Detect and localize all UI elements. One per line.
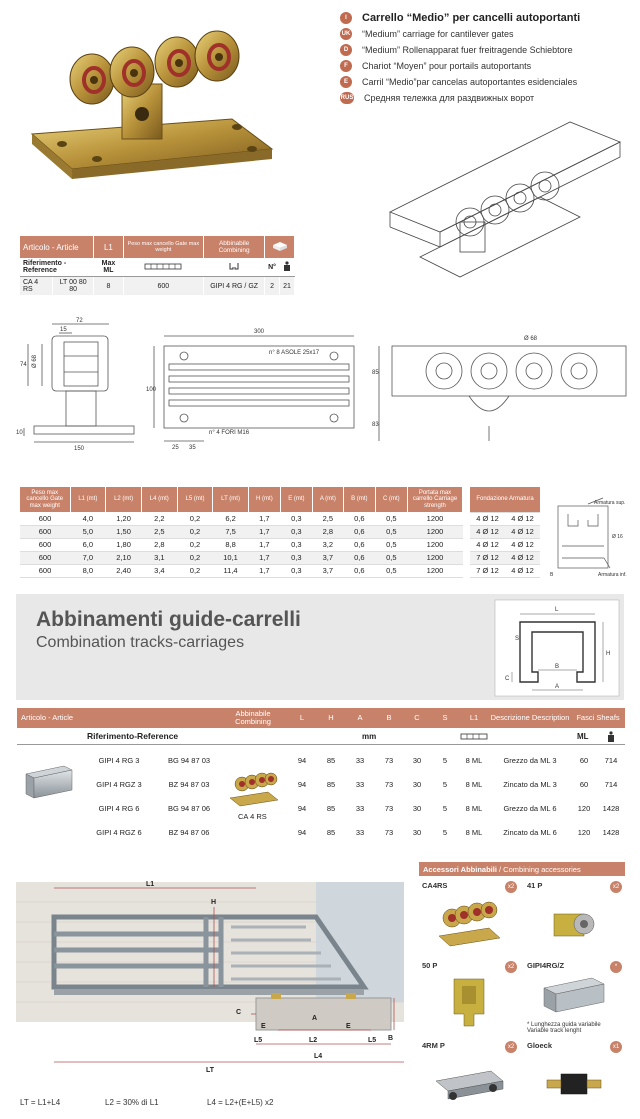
cell-qty: 21: [279, 277, 294, 296]
track-accessory-icon: [542, 976, 607, 1016]
weight-icon: [607, 731, 615, 742]
carriage-accessory-icon: [434, 896, 504, 951]
accessory-50p: [419, 958, 520, 1038]
dim-74: 74: [20, 362, 27, 368]
comb-row: [17, 748, 625, 772]
spec-cell: 0,3: [280, 538, 312, 551]
comb-carriage-label: CA 4 RS: [238, 812, 267, 821]
spec-cell: 7,5: [213, 525, 248, 538]
combination-title-en: Combination tracks-carriages: [36, 634, 245, 651]
found-cell: 4 Ø 12: [470, 538, 505, 551]
accessory-4rmp: [419, 1038, 520, 1118]
spec-cell: 1200: [408, 512, 463, 525]
comb-cell-descr: Grezzo da ML 3: [503, 755, 557, 765]
comb-cell-ml: 120: [577, 803, 591, 813]
comb-h-l1: L1: [469, 713, 479, 723]
spec-h-lt: LT (mt): [213, 487, 248, 512]
spec-cell: 0,3: [280, 512, 312, 525]
comb-row: [17, 772, 625, 796]
lang-text: “Medium” Rollenapparat fuer freitragende Schiebtore: [362, 45, 573, 55]
comb-cell-qty: 714: [604, 779, 618, 789]
lang-row-e: [340, 74, 630, 90]
dim-100: 100: [146, 387, 157, 393]
lang-badge: RUS: [340, 92, 354, 104]
spec-table: [20, 487, 463, 578]
spec-cell: 3,1: [141, 551, 177, 564]
found-cell: 7 Ø 12: [470, 551, 505, 564]
spec-cell: 3,7: [312, 551, 343, 564]
cell-peso: 600: [123, 277, 204, 296]
comb-cell-ref: BZ 94 87 06: [168, 827, 210, 837]
acc-name: 4RM P: [422, 1041, 445, 1050]
spec-cell: 0,5: [375, 551, 407, 564]
comb-cell-b: 73: [384, 803, 394, 813]
comb-cell-ref: BG 94 87 06: [167, 803, 211, 813]
combination-header: [17, 708, 625, 728]
comb-cell-b: 73: [384, 827, 394, 837]
track-icon: [204, 258, 265, 277]
bracket-icon: [444, 974, 494, 1034]
comb-cell-h: 85: [326, 779, 336, 789]
spec-cell: 600: [20, 525, 70, 538]
found-label-b: B: [550, 572, 554, 578]
acc-qty: x2: [610, 881, 622, 893]
cell-ref: LT 00 80 80: [53, 277, 94, 296]
spec-cell: 2,40: [106, 564, 142, 577]
spec-cell: 0,3: [280, 551, 312, 564]
comb-cell-c: 30: [412, 827, 422, 837]
found-cell: 4 Ø 12: [505, 564, 540, 577]
spec-cell: 2,10: [106, 551, 142, 564]
weight-icon: [279, 258, 294, 277]
formula-l2: L2 = 30% di L1: [105, 1098, 159, 1107]
spec-cell: 6,2: [213, 512, 248, 525]
track-label-h: H: [606, 651, 611, 657]
spec-row: [20, 551, 463, 564]
comb-cell-l: 94: [297, 827, 307, 837]
accessory-41p: [524, 878, 625, 958]
spec-h-a: A (mt): [312, 487, 343, 512]
spec-cell: 10,1: [213, 551, 248, 564]
spec-cell: 2,5: [312, 512, 343, 525]
language-titles: [340, 10, 630, 106]
comb-sub-riferimento: Riferimento-Reference: [87, 731, 179, 741]
lang-row-uk: [340, 26, 630, 42]
combination-title-it: Abbinamenti guide-carrelli: [36, 608, 301, 631]
scale-icon: [461, 733, 487, 740]
spec-cell: 0,2: [177, 512, 213, 525]
dim-c68: Ø 68: [524, 336, 538, 342]
spec-cell: 1200: [408, 538, 463, 551]
spec-h-l1: L1 (mt): [70, 487, 106, 512]
lang-row-f: [340, 58, 630, 74]
spec-h-l2: L2 (mt): [106, 487, 142, 512]
accessory-ca4rs: [419, 878, 520, 958]
spec-h-l5: L5 (mt): [177, 487, 213, 512]
gate-label-e1: E: [261, 1023, 266, 1030]
combination-subheader: [17, 729, 625, 745]
lang-row-it: [340, 10, 630, 26]
found-cell: 7 Ø 12: [470, 564, 505, 577]
dim-150: 150: [74, 446, 85, 452]
lang-text: Carrello “Medio” per cancelli autoportanti: [362, 12, 581, 24]
comb-cell-descr: Zincato da ML 3: [503, 779, 557, 789]
track-label-l: L: [555, 607, 559, 613]
comb-cell-a: 33: [355, 755, 365, 765]
spec-cell: 8,0: [70, 564, 106, 577]
cell-comb: GIPI 4 RG / GZ: [204, 277, 265, 296]
comb-h-b: B: [386, 713, 392, 723]
comb-cell-c: 30: [412, 779, 422, 789]
col-n: N°: [265, 258, 280, 277]
carriage-product-image: [22, 14, 292, 234]
spec-header-row: [20, 487, 463, 512]
spec-cell: 1,80: [106, 538, 142, 551]
accessory-gipi4rgz: [524, 958, 625, 1038]
spec-cell: 1,7: [248, 564, 280, 577]
spec-cell: 1200: [408, 551, 463, 564]
comb-cell-descr: Grezzo da ML 6: [503, 803, 557, 813]
col-abbinabile: Abbinabile Combining: [204, 236, 265, 258]
comb-cell-l: 94: [297, 803, 307, 813]
acc-qty: *: [610, 961, 622, 973]
acc-qty: x2: [505, 881, 517, 893]
comb-cell-l1: 8 ML: [465, 779, 483, 789]
comb-h-abbinabile: Abbinabile Combining: [235, 709, 271, 726]
spec-cell: 0,5: [375, 538, 407, 551]
lang-badge: UK: [340, 28, 352, 40]
comb-cell-a: 33: [355, 779, 365, 789]
spec-cell: 3,4: [141, 564, 177, 577]
comb-h-h: H: [328, 713, 334, 723]
acc-header-it: Accessori Abbinabili: [423, 864, 497, 874]
spec-cell: 0,2: [177, 551, 213, 564]
spec-h-h: H (mt): [248, 487, 280, 512]
comb-cell-code: GIPI 4 RG 6: [98, 803, 140, 813]
lang-badge: I: [340, 12, 352, 24]
isometric-drawing: [380, 112, 630, 284]
spec-cell: 0,6: [343, 525, 375, 538]
cell-maxml: 8: [94, 277, 123, 296]
spec-cell: 6,0: [70, 538, 106, 551]
comb-h-descr: Descrizione Description: [490, 713, 570, 723]
comb-cell-qty: 714: [604, 755, 618, 765]
lang-text: “Medium” carriage for cantilever gates: [362, 29, 514, 39]
spec-cell: 4,0: [70, 512, 106, 525]
gate-label-lt: LT: [206, 1067, 215, 1074]
lang-row-rus: [340, 90, 630, 106]
gate-label-l4: L4: [314, 1053, 323, 1060]
spec-h-l4: L4 (mt): [141, 487, 177, 512]
lock-icon: [539, 1056, 609, 1111]
gate-illustration: [16, 862, 404, 1082]
spec-cell: 0,3: [280, 525, 312, 538]
spec-row: [20, 512, 463, 525]
comb-cell-code: GIPI 4 RGZ 3: [96, 779, 142, 789]
track-label-s: S: [515, 636, 520, 642]
spec-cell: 0,5: [375, 512, 407, 525]
dim-asole: n° 8 ASOLE 25x17: [269, 350, 320, 356]
comb-cell-ml: 60: [579, 755, 589, 765]
spec-cell: 0,3: [280, 564, 312, 577]
comb-cell-ref: BG 94 87 03: [167, 755, 211, 765]
comb-cell-s: 5: [442, 755, 448, 765]
spec-cell: 2,5: [141, 525, 177, 538]
comb-h-a: A: [357, 713, 363, 723]
comb-sub-mm: mm: [362, 732, 377, 741]
lang-text: Средняя тележка для раздвижных ворот: [364, 93, 535, 103]
spec-h-peso: Peso max cancello Gate max weight: [20, 487, 70, 512]
comb-cell-l1: 8 ML: [465, 755, 483, 765]
acc-qty: x1: [610, 1041, 622, 1053]
spec-cell: 3,7: [312, 564, 343, 577]
spec-cell: 1,7: [248, 551, 280, 564]
acc-name: GIPI4RG/Z: [527, 961, 565, 970]
dim-35: 35: [189, 445, 196, 451]
lang-text: Chariot “Moyen” pour portails autoportants: [362, 61, 532, 71]
comb-cell-code: GIPI 4 RGZ 6: [96, 827, 142, 837]
spec-cell: 0,6: [343, 512, 375, 525]
spec-cell: 600: [20, 564, 70, 577]
spec-cell: 0,6: [343, 538, 375, 551]
gate-label-l5a: L5: [254, 1037, 263, 1044]
spec-cell: 11,4: [213, 564, 248, 577]
comb-cell-code: GIPI 4 RG 3: [98, 755, 140, 765]
found-label-d16: Ø 16: [612, 534, 623, 540]
spec-cell: 8,8: [213, 538, 248, 551]
track-label-a: A: [555, 684, 560, 690]
spec-cell: 2,8: [312, 525, 343, 538]
comb-row: [17, 820, 625, 844]
comb-cell-h: 85: [326, 803, 336, 813]
spec-h-b: B (mt): [343, 487, 375, 512]
track-label-c: C: [505, 676, 510, 682]
spec-h-portata: Portata max carrello Carriage strength: [408, 487, 463, 512]
spec-cell: 1,7: [248, 512, 280, 525]
comb-cell-h: 85: [326, 755, 336, 765]
article-table: [20, 236, 295, 295]
spec-cell: 0,6: [343, 551, 375, 564]
comb-cell-ref: BZ 94 87 03: [168, 779, 210, 789]
foundation-header: Fondazione Armatura: [470, 487, 540, 512]
spec-cell: 2,2: [141, 512, 177, 525]
col-peso: Peso max cancello Gate max weight: [123, 236, 204, 258]
comb-cell-s: 5: [442, 779, 448, 789]
comb-cell-l: 94: [297, 779, 307, 789]
gate-label-c: C: [236, 1009, 242, 1016]
acc-qty: x2: [505, 1041, 517, 1053]
gate-label-h: H: [211, 899, 217, 906]
found-cell: 4 Ø 12: [505, 538, 540, 551]
spec-cell: 0,6: [343, 564, 375, 577]
gate-label-l5b: L5: [368, 1037, 377, 1044]
end-stop-icon: [431, 1056, 509, 1111]
gate-label-l2: L2: [309, 1037, 318, 1044]
spec-cell: 2,8: [141, 538, 177, 551]
comb-h-fasci: Fasci Sheafs: [576, 713, 620, 723]
dim-83: 83: [372, 422, 379, 428]
spec-cell: 600: [20, 551, 70, 564]
spec-cell: 3,2: [312, 538, 343, 551]
comb-cell-s: 5: [442, 827, 448, 837]
acc-name: 41 P: [527, 881, 543, 890]
gate-label-b: B: [388, 1035, 394, 1042]
spec-cell: 1,7: [248, 538, 280, 551]
comb-cell-descr: Zincato da ML 6: [503, 827, 557, 837]
lang-row-d: [340, 42, 630, 58]
comb-row: [17, 796, 625, 820]
comb-cell-h: 85: [326, 827, 336, 837]
spec-cell: 0,5: [375, 525, 407, 538]
spec-cell: 600: [20, 512, 70, 525]
comb-h-c: C: [414, 713, 420, 723]
spec-row: [20, 564, 463, 577]
track-section-drawing: [495, 600, 619, 696]
track-label-b: B: [555, 664, 560, 670]
spec-cell: 600: [20, 538, 70, 551]
comb-h-l: L: [299, 713, 305, 723]
foundation-table: [470, 487, 540, 578]
dim-300: 300: [254, 329, 265, 335]
spec-row: [20, 525, 463, 538]
spec-cell: 0,2: [177, 538, 213, 551]
acc-name: Gloeck: [527, 1041, 553, 1050]
accessories-header: [419, 862, 625, 876]
roller-guide-icon: [544, 896, 604, 951]
comb-h-articolo: Articolo - Article: [21, 713, 74, 723]
comb-h-s: S: [442, 713, 448, 723]
comb-cell-ml: 120: [577, 827, 591, 837]
comb-cell-l1: 8 ML: [465, 827, 483, 837]
comb-cell-ml: 60: [579, 779, 589, 789]
found-cell: 4 Ø 12: [505, 551, 540, 564]
col-maxml: Max ML: [94, 258, 123, 277]
col-l1: L1: [94, 236, 123, 258]
spec-cell: 7,0: [70, 551, 106, 564]
dim-10: 10: [16, 430, 23, 436]
dim-85: 85: [372, 370, 379, 376]
dim-72: 72: [76, 318, 83, 324]
acc-name: 50 P: [422, 961, 438, 970]
comb-cell-qty: 1428: [602, 803, 620, 813]
acc-note: [527, 1022, 601, 1035]
acc-name: CA4RS: [422, 881, 448, 890]
spec-row: [20, 538, 463, 551]
accessory-gloeck: [524, 1038, 625, 1118]
dim-15: 15: [60, 327, 67, 333]
comb-sub-ml: ML: [577, 732, 589, 741]
cell-n: 2: [265, 277, 280, 296]
found-cell: 4 Ø 12: [470, 512, 505, 525]
acc-header-en: / Combining accessories: [499, 864, 581, 874]
spec-cell: 1,50: [106, 525, 142, 538]
spec-cell: 0,2: [177, 564, 213, 577]
comb-cell-c: 30: [412, 803, 422, 813]
spec-h-c: C (mt): [375, 487, 407, 512]
comb-cell-a: 33: [355, 827, 365, 837]
found-label-inf: Armatura inf.: [598, 572, 627, 578]
spec-cell: 0,2: [177, 525, 213, 538]
spec-h-e: E (mt): [280, 487, 312, 512]
dim-25: 25: [172, 445, 179, 451]
gate-label-e2: E: [346, 1023, 351, 1030]
found-cell: 4 Ø 12: [505, 525, 540, 538]
lang-badge: E: [340, 76, 352, 88]
formula-lt: LT = L1+L4: [20, 1098, 61, 1107]
comb-cell-b: 73: [384, 779, 394, 789]
comb-cell-a: 33: [355, 803, 365, 813]
acc-qty: x2: [505, 961, 517, 973]
gate-label-l1: L1: [146, 881, 155, 888]
cell-code: CA 4 RS: [20, 277, 53, 296]
lang-badge: F: [340, 60, 352, 72]
found-label-sup: Armatura sup.: [594, 500, 626, 506]
comb-cell-qty: 1428: [602, 827, 620, 837]
col-articolo: Articolo - Article: [20, 236, 94, 258]
formula-l4: L4 = L2+(E+L5) x2: [207, 1098, 274, 1107]
lang-text: Carril “Medio”par cancelas autoportantes esidenciales: [362, 77, 578, 87]
spec-cell: 1200: [408, 564, 463, 577]
dim-fori: n° 4 FORI M16: [209, 430, 250, 436]
col-riferimento: Riferimento - Reference: [20, 258, 94, 277]
spec-cell: 1,20: [106, 512, 142, 525]
gate-label-a: A: [312, 1015, 318, 1022]
lang-badge: D: [340, 44, 352, 56]
acc-note-line2: Variable track lenght: [527, 1028, 582, 1035]
spec-cell: 1,7: [248, 525, 280, 538]
found-cell: 4 Ø 12: [505, 512, 540, 525]
acc-note-line1: * Lunghezza guida variabile: [527, 1021, 601, 1028]
dim-68: Ø 68: [32, 354, 38, 368]
comb-cell-c: 30: [412, 755, 422, 765]
scale-icon: [123, 258, 204, 277]
comb-cell-l1: 8 ML: [465, 803, 483, 813]
dimension-drawings: [14, 316, 626, 452]
foundation-drawing: [548, 496, 630, 580]
comb-cell-b: 73: [384, 755, 394, 765]
found-cell: 4 Ø 12: [470, 525, 505, 538]
spec-cell: 0,5: [375, 564, 407, 577]
spec-cell: 1200: [408, 525, 463, 538]
box-icon: [265, 236, 295, 258]
comb-cell-l: 94: [297, 755, 307, 765]
comb-cell-s: 5: [442, 803, 448, 813]
spec-cell: 5,0: [70, 525, 106, 538]
